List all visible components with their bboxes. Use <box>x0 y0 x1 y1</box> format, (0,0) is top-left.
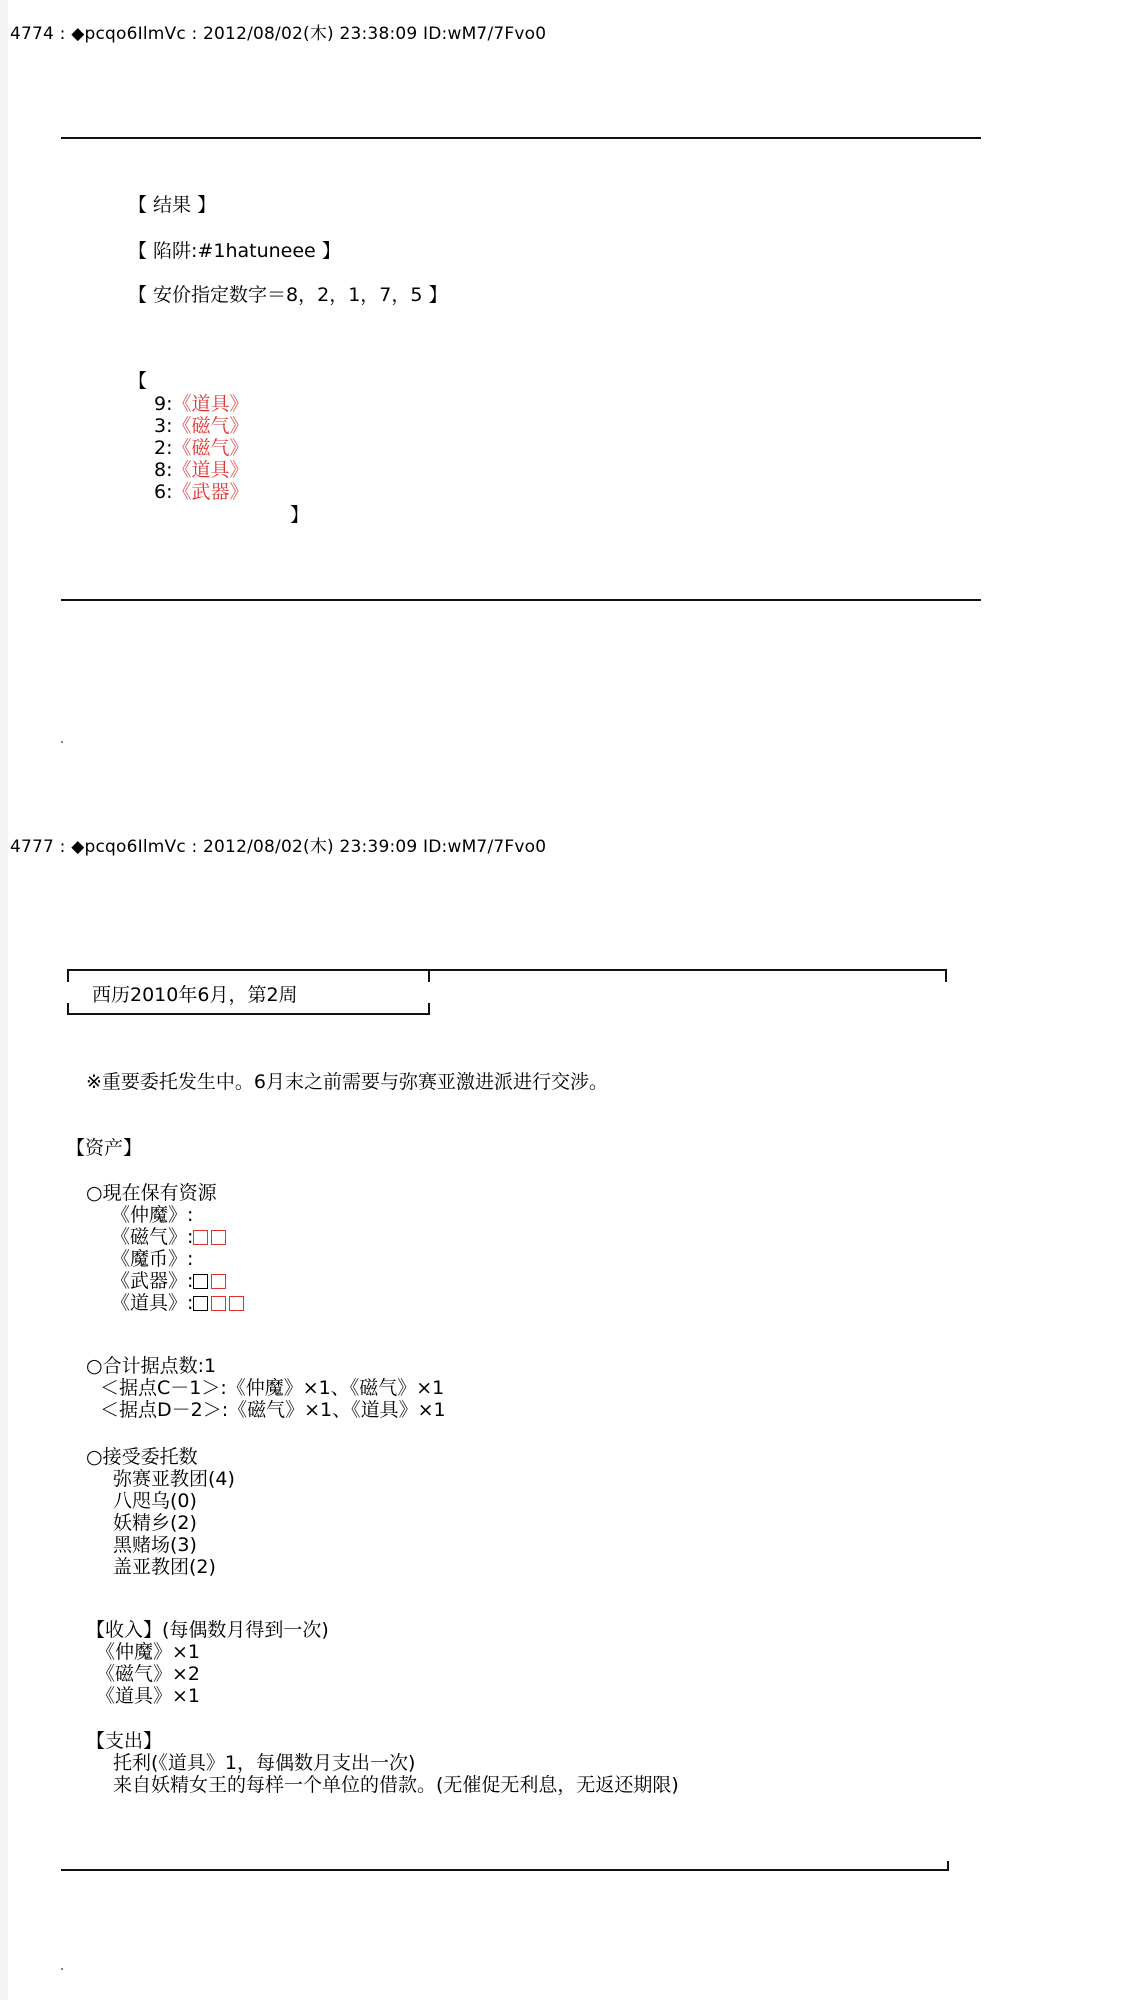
resource-row <box>111 1292 247 1314</box>
result-item-name: 《磁气》 <box>172 415 249 437</box>
post-header-4774: 4774 : ◆pcqo6IlmVc : 2012/08/02(木) 23:38:09 ID:wM7/7Fvo0 <box>10 24 547 44</box>
resource-box-red-icon <box>211 1230 226 1245</box>
income-row: 《磁气》×2 <box>96 1663 201 1685</box>
result-item-name: 《磁气》 <box>172 437 249 459</box>
resource-label: 《仲魔》: <box>111 1204 194 1226</box>
result-items-list <box>154 393 249 503</box>
result-item-number: 9: <box>154 393 173 415</box>
resource-box-red-icon <box>193 1230 208 1245</box>
frame-bottom-line <box>67 1013 430 1015</box>
income-title: 【收入】(每偶数月得到一次) <box>86 1619 329 1641</box>
date-box-text: 西历2010年6月，第2周 <box>92 984 298 1006</box>
expense-row: 来自妖精女王的每样一个单位的借款。(无催促无利息，无返还期限) <box>113 1774 679 1796</box>
result-item <box>154 481 249 503</box>
result-item <box>154 415 249 437</box>
frame-tick-bl <box>67 1003 69 1015</box>
request-row: 八咫乌(0) <box>113 1490 197 1512</box>
result-item-number: 6: <box>154 481 173 503</box>
resource-label: 《道具》: <box>111 1292 194 1314</box>
resource-row <box>111 1248 247 1270</box>
result-heading: 【 结果 】 <box>128 194 217 216</box>
requests-title: ○接受委托数 <box>86 1446 198 1468</box>
resource-row <box>111 1270 247 1292</box>
open-bracket: 【 <box>128 370 148 392</box>
frame-tick-br <box>428 1003 430 1015</box>
end-tick <box>947 1861 949 1871</box>
expense-row: 托利(《道具》1，每偶数月支出一次) <box>113 1752 416 1774</box>
income-row: 《仲魔》×1 <box>96 1641 201 1663</box>
resource-box-icon <box>193 1296 208 1311</box>
base-row: ＜据点D－2＞:《磁气》×1、《道具》×1 <box>100 1399 446 1421</box>
result-item-number: 8: <box>154 459 173 481</box>
resource-label: 《武器》: <box>111 1270 194 1292</box>
page-left-edge <box>0 0 8 2000</box>
resource-row <box>111 1204 247 1226</box>
close-bracket: 】 <box>290 504 310 526</box>
income-list <box>96 1641 200 1707</box>
result-item-name: 《道具》 <box>172 459 249 481</box>
base-row: ＜据点C－1＞:《仲魔》×1、《磁气》×1 <box>100 1377 445 1399</box>
bases-list <box>100 1377 446 1421</box>
expense-list <box>113 1752 679 1796</box>
post-header-4777: 4777 : ◆pcqo6IlmVc : 2012/08/02(木) 23:39:09 ID:wM7/7Fvo0 <box>10 837 547 857</box>
frame-tick-mid <box>428 969 430 982</box>
divider-bottom-2 <box>61 1869 949 1871</box>
dot-mark-2 <box>61 1968 63 1970</box>
anka-line: 【 安价指定数字＝8，2，1，7，5 】 <box>128 284 448 306</box>
resource-box-red-icon <box>211 1296 226 1311</box>
income-row: 《道具》×1 <box>96 1685 201 1707</box>
result-item-name: 《道具》 <box>172 393 249 415</box>
result-item <box>154 459 249 481</box>
result-item-name: 《武器》 <box>172 481 249 503</box>
divider-bottom-1 <box>61 599 981 601</box>
requests-list <box>113 1468 235 1578</box>
result-item <box>154 437 249 459</box>
trap-line: 【 陷阱:#1hatuneee 】 <box>128 240 341 262</box>
resource-box-icon <box>193 1274 208 1289</box>
dot-mark <box>61 741 63 743</box>
resource-label: 《磁气》: <box>111 1226 194 1248</box>
result-item-number: 2: <box>154 437 173 459</box>
divider-top-1 <box>61 137 981 139</box>
resources-list <box>111 1204 247 1314</box>
request-row: 弥赛亚教团(4) <box>113 1468 235 1490</box>
request-row: 妖精乡(2) <box>113 1512 197 1534</box>
resource-row <box>111 1226 247 1248</box>
frame-tick-left <box>67 969 69 982</box>
request-row: 黑赌场(3) <box>113 1534 197 1556</box>
resources-title: ○現在保有资源 <box>86 1182 217 1204</box>
frame-tick-right <box>945 969 947 982</box>
assets-title: 【资产】 <box>66 1137 143 1159</box>
resource-box-red-icon <box>211 1274 226 1289</box>
result-item <box>154 393 249 415</box>
result-item-number: 3: <box>154 415 173 437</box>
resource-box-red-icon <box>229 1296 244 1311</box>
notice-text: ※重要委托发生中。6月末之前需要与弥赛亚激进派进行交涉。 <box>86 1071 609 1093</box>
expense-title: 【支出】 <box>86 1730 163 1752</box>
resource-label: 《魔币》: <box>111 1248 194 1270</box>
frame-top-line <box>67 969 947 971</box>
bases-title: ○合计据点数:1 <box>86 1355 217 1377</box>
request-row: 盖亚教团(2) <box>113 1556 216 1578</box>
